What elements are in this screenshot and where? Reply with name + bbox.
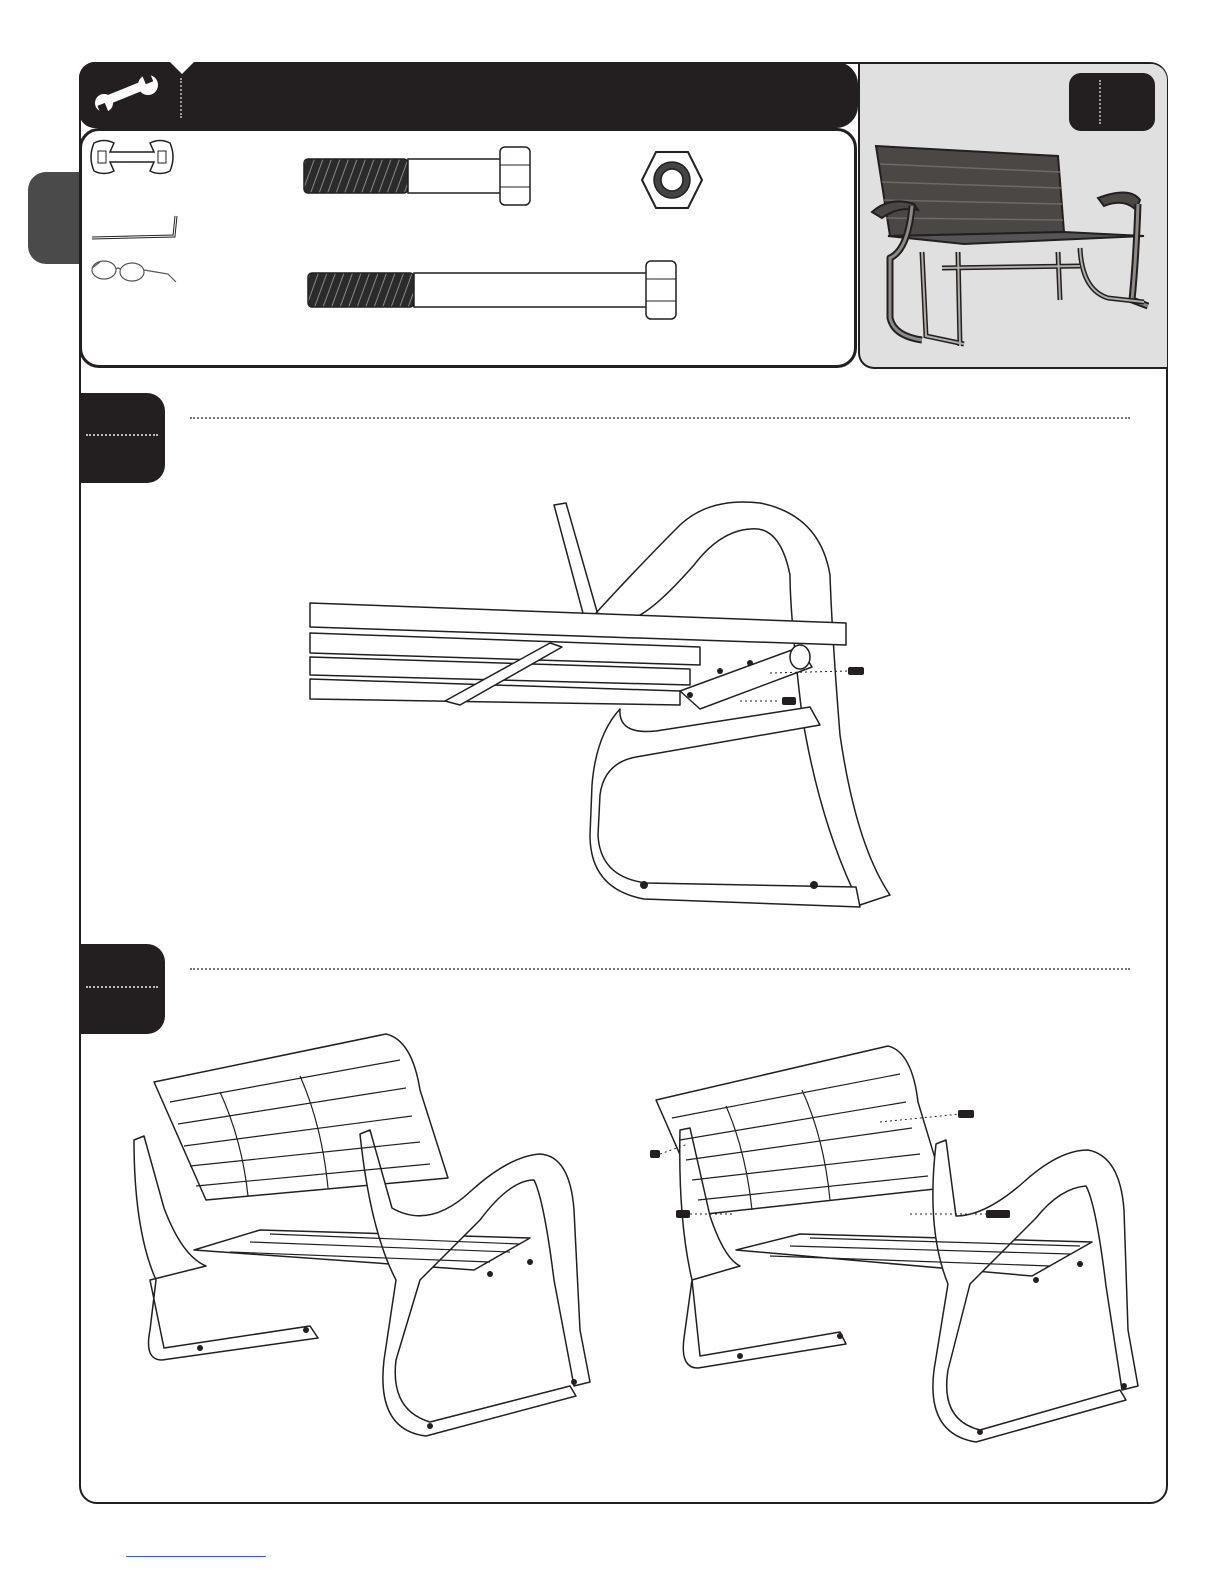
page-badge <box>1069 73 1155 131</box>
allen-wrench-icon <box>90 212 182 242</box>
lock-nut-icon <box>640 150 704 210</box>
step-1-assembly-illustration <box>300 495 900 915</box>
wrench-icon <box>94 74 160 114</box>
short-bolt-icon <box>302 145 534 207</box>
step-2-tab <box>79 944 165 1034</box>
step-1-tab-divider <box>86 434 158 436</box>
step-1-tab <box>79 393 165 483</box>
step-2-rule <box>190 968 1130 970</box>
step-2-bench-left-illustration <box>130 1030 600 1450</box>
glider-bench-icon <box>868 140 1158 352</box>
safety-glasses-icon <box>90 256 180 286</box>
page-badge-divider <box>1099 80 1101 124</box>
step-2-bench-right-illustration <box>640 1040 1150 1460</box>
step-1-rule <box>190 417 1130 419</box>
step-2-tab-divider <box>86 986 158 988</box>
side-tab <box>28 172 82 264</box>
long-bolt-icon <box>306 259 678 321</box>
header-bar <box>79 62 858 128</box>
header-divider <box>180 78 182 118</box>
footer-link[interactable] <box>126 1556 266 1557</box>
open-end-wrench-icon <box>90 138 174 176</box>
header-notch <box>170 62 194 74</box>
